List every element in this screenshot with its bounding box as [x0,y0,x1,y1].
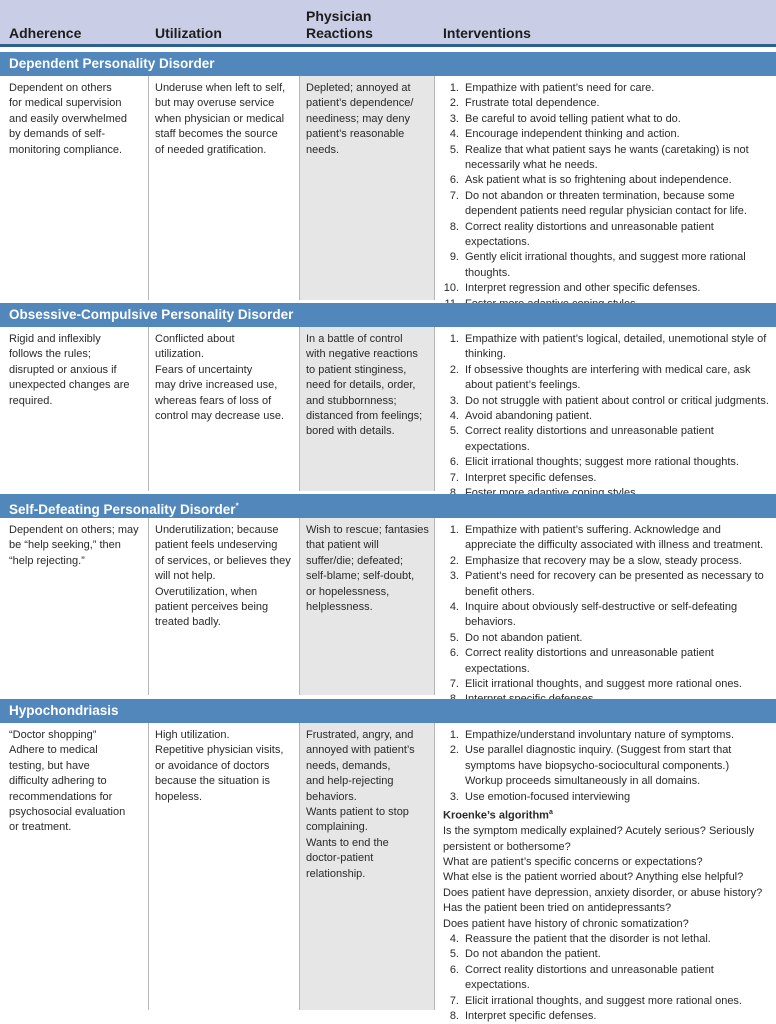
item-number: 10. [443,282,459,295]
text-line: Frustrated, angry, and [306,729,414,741]
text-line: “Doctor shopping” [9,729,97,741]
item-text-line: Avoid abandoning patient. [465,410,593,423]
item-text-line: Realize that what patient says he wants (caretaking) is not [465,143,749,156]
text-line: when physician or medical [155,112,285,125]
header-physician-line2: Reactions [306,25,373,41]
item-number: 6. [449,174,459,187]
item-text-line: Do not abandon patient. [465,631,583,644]
list-item [443,646,772,677]
cell-text [300,723,434,882]
section-title: Obsessive-Compulsive Personality Disorder [9,307,294,322]
header-physician-reactions [306,8,373,42]
list-item [443,409,772,424]
item-number: 3. [449,394,459,407]
item-text-line: Interpret specific defenses. [465,471,597,484]
item-number: 1. [449,524,459,536]
text-line: Fears of uncertainty [155,363,253,376]
text-line: staff becomes the source [155,128,278,141]
list-item [443,96,772,111]
list-item [443,250,772,281]
text-line: whereas fears of loss of [155,394,272,407]
cell-text [0,76,148,158]
item-text-line: Ask patient what is so frightening about independence. [465,174,732,187]
item-number: 6. [449,456,459,469]
kroenke-questions [443,824,772,932]
item-number: 7. [449,471,459,484]
list-item [443,932,772,947]
item-text-line: Correct reality distortions and unreasonable patient expectations. [465,647,714,675]
item-text-line: Do not abandon or threaten termination, because some [465,189,735,202]
text-line: What are patient’s specific concerns or expectations? [443,855,703,868]
item-number: 3. [449,570,459,583]
list-item [443,963,772,994]
text-line: difficulty adhering to [9,775,107,788]
kroenke-title-text: Kroenke’s algorithm [443,809,549,822]
interventions-cell [435,723,776,1022]
section-title [0,502,239,517]
list-item [443,127,772,142]
cell-text [0,518,148,569]
cell-text [0,327,148,409]
text-line: needs, demands, [306,759,391,772]
item-text-line: Do not abandon the patient. [465,948,601,961]
list-item [443,728,772,743]
text-line: “help rejecting.” [9,554,85,567]
cell-text [149,518,299,631]
item-text-line: Patient’s need for recovery can be presented as necessary to [465,570,764,583]
item-text-line: symptoms have biopsycho-sociocultural components.) [465,759,730,772]
reactions-cell [300,723,435,1010]
reactions-cell [300,76,435,300]
text-line: will not help. [155,570,216,583]
section-title-bar [0,52,776,76]
list-item [443,143,772,174]
item-number: 1. [449,729,459,741]
text-line: Repetitive physician visits, [155,744,284,757]
item-text-line: Do not struggle with patient about control or critical judgments. [465,394,769,407]
text-line: patient perceives being [155,601,269,614]
reactions-cell [300,327,435,491]
item-text-line: If obsessive thoughts are interfering with medical care, ask [465,363,751,376]
text-line: and help-rejecting [306,775,394,788]
list-item [443,173,772,188]
cell-text [300,518,434,615]
text-line: but may overuse service [155,97,275,110]
item-text-line: Correct reality distortions and unreasonable patient expectations. [465,963,714,992]
item-number: 9. [449,251,459,264]
list-item [443,1009,772,1024]
section-dependent [0,76,776,300]
text-line: with negative reactions [306,348,418,361]
interventions-list [443,81,772,312]
item-number: 8. [449,1009,459,1022]
item-text-line: thinking. [465,348,506,361]
interventions-list [443,932,772,1024]
list-item [443,600,772,631]
text-line: need for details, order, [306,379,416,392]
text-line: Underutilization; because [155,524,279,536]
text-line: and stubbornness; [306,394,397,407]
text-line: patient feels undeserving [155,539,278,552]
utilization-cell [149,723,300,1010]
item-text-line: thoughts. [465,266,511,279]
cell-text [0,723,148,836]
section-obsessive-compulsive [0,327,776,491]
interventions-list [443,332,772,501]
list-item [443,569,772,600]
item-number: 5. [449,631,459,644]
utilization-cell [149,76,300,300]
item-text-line: appreciate the difficulty associated with illness and treatment. [465,539,764,552]
item-text-line: Gently elicit irrational thoughts, and suggest more rational [465,251,746,264]
footnote-mark: a [548,809,553,817]
text-line: follows the rules; [9,348,91,361]
item-text-line: Elicit irrational thoughts, and suggest more rational ones. [465,994,742,1007]
text-line: disrupted or anxious if [9,363,117,376]
item-number: 6. [449,963,459,976]
text-line: neediness; may deny [306,112,410,125]
header-utilization: Utilization [155,25,222,41]
item-number: 4. [449,128,459,141]
interventions-list [443,523,772,723]
item-text-line: Emphasize that recovery may be a slow, steady process. [465,554,742,567]
adherence-cell [0,723,149,1010]
interventions-list [443,728,772,805]
section-title-bar [0,303,776,327]
interventions-cell [435,518,776,695]
text-line: patient’s dependence/ [306,97,414,110]
text-line: relationship. [306,867,366,880]
section-title: Hypochondriasis [9,703,119,718]
item-text-line: Empathize with patient’s logical, detailed, unemotional style of [465,333,767,345]
text-line: Rigid and inflexibly [9,333,101,345]
text-line: required. [9,394,53,407]
adherence-cell [0,76,149,300]
text-line: Does patient have history of chronic somatization? [443,917,689,930]
item-number: 7. [449,678,459,691]
text-line: In a battle of control [306,333,403,345]
item-text-line: Correct reality distortions and unreasonable patient expectations. [465,425,714,453]
cell-text [300,76,434,158]
text-line: Wants to end the [306,836,389,849]
item-text-line: Reassure the patient that the disorder is not lethal. [465,932,711,945]
item-number: 6. [449,647,459,660]
item-number: 3. [449,790,459,803]
text-line: Is the symptom medically explained? Acutely serious? Seriously [443,825,755,838]
header-interventions: Interventions [443,25,531,41]
text-line: bored with details. [306,425,395,438]
text-line: self-blame; self-doubt, [306,570,415,583]
item-text-line: Workup proceeds simultaneously in all domains. [465,775,701,788]
text-line: because the situation is [155,775,270,788]
item-number: 5. [449,143,459,156]
text-line: or treatment. [9,821,72,834]
text-line: to patient stinginess, [306,363,407,376]
item-text-line: Interpret specific defenses. [465,1009,597,1022]
text-line: Dependent on others; may [9,524,139,536]
text-line: or avoidance of doctors [155,759,270,772]
text-line: be “help seeking,” then [9,539,121,552]
text-line: and easily overwhelmed [9,112,128,125]
item-number: 2. [449,363,459,376]
list-item [443,363,772,394]
list-item [443,471,772,486]
item-number: 1. [449,82,459,94]
text-line: may drive increased use, [155,379,278,392]
list-item [443,455,772,470]
item-text-line: Encourage independent thinking and action. [465,128,680,141]
text-line: for medical supervision [9,97,122,110]
list-item [443,220,772,251]
text-line: Has the patient been tried on antidepressants? [443,902,672,915]
text-line: treated badly. [155,616,221,629]
item-text-line: Interpret regression and other specific defenses. [465,282,701,295]
list-item [443,994,772,1009]
item-number: 7. [449,189,459,202]
header-adherence: Adherence [9,25,82,41]
list-item [443,112,772,127]
section-title-bar [0,699,776,723]
list-item [443,677,772,692]
item-text-line: Use parallel diagnostic inquiry. (Suggest from start that [465,744,732,757]
text-line: utilization. [155,348,204,361]
kroenke-title [443,805,772,824]
section-title: Dependent Personality Disorder [9,56,215,71]
header-physician-line1: Physician [306,8,372,24]
text-line: recommendations for [9,790,113,803]
item-text-line: Empathize with patient’s suffering. Acknowledge and [465,524,721,536]
text-line: High utilization. [155,729,230,741]
cell-text [149,723,299,805]
item-text-line: Empathize with patient’s need for care. [465,82,655,94]
text-line: complaining. [306,821,368,834]
item-number: 5. [449,948,459,961]
list-item [443,631,772,646]
item-number: 2. [449,97,459,110]
text-line: Underuse when left to self, [155,82,286,94]
text-line: Adhere to medical [9,744,98,757]
utilization-cell [149,518,300,695]
item-number: 2. [449,744,459,757]
adherence-cell [0,518,149,695]
list-item [443,281,772,296]
item-text-line: about patient’s feelings. [465,379,581,392]
text-line: persistent or bothersome? [443,840,571,853]
text-line: of services, or believes they [155,554,291,567]
cell-text [300,327,434,440]
item-number: 1. [449,333,459,345]
section-title-text: Self-Defeating Personality Disorder [9,501,236,517]
text-line: needs. [306,143,340,156]
text-line: What else is the patient worried about? Anything else helpful? [443,871,744,884]
list-item [443,394,772,409]
footnote-mark: * [235,501,239,510]
list-item [443,189,772,220]
cell-text [149,76,299,158]
section-hypochondriasis [0,723,776,1022]
list-item [443,81,772,96]
item-number: 3. [449,112,459,125]
text-line: distanced from feelings; [306,410,423,423]
item-text-line: necessarily what he needs. [465,159,598,172]
text-line: Conflicted about [155,333,235,345]
interventions-cell [435,327,776,491]
item-number: 7. [449,994,459,1007]
item-number: 8. [449,220,459,233]
item-number: 4. [449,932,459,945]
item-text-line: benefit others. [465,585,535,598]
text-line: monitoring compliance. [9,143,123,156]
section-title-bar [0,494,776,518]
text-line: Overutilization, when [155,585,258,598]
list-item [443,332,772,363]
item-text-line: Elicit irrational thoughts; suggest more rational thoughts. [465,456,739,469]
text-line: or hopelessness, [306,585,390,598]
item-number: 5. [449,425,459,438]
reactions-cell [300,518,435,695]
text-line: Wish to rescue; fantasies [306,524,429,536]
item-text-line: Be careful to avoid telling patient what to do. [465,112,681,125]
list-item [443,523,772,554]
list-item [443,554,772,569]
item-text-line: Elicit irrational thoughts, and suggest more rational ones. [465,678,742,691]
text-line: that patient will [306,539,379,552]
table-header [0,0,776,47]
text-line: helplessness. [306,601,373,614]
text-line: by demands of self- [9,128,105,141]
text-line: control may decrease use. [155,410,285,423]
item-number: 2. [449,554,459,567]
section-self-defeating [0,518,776,695]
item-text-line: dependent patients need regular physician contact for life. [465,205,747,218]
item-text-line: Use emotion-focused interviewing [465,790,631,803]
item-number: 4. [449,410,459,423]
text-line: doctor-patient [306,852,374,865]
cell-text [149,327,299,424]
adherence-cell [0,327,149,491]
item-text-line: Frustrate total dependence. [465,97,600,110]
text-line: hopeless. [155,790,203,803]
text-line: Wants patient to stop [306,806,409,819]
text-line: Does patient have depression, anxiety disorder, or abuse history? [443,886,763,899]
item-text-line: Empathize/understand involuntary nature of symptoms. [465,729,735,741]
text-line: annoyed with patient’s [306,744,415,757]
list-item [443,947,772,962]
text-line: suffer/die; defeated; [306,554,404,567]
item-text-line: Inquire about obviously self-destructive or self-defeating behaviors. [465,601,738,629]
text-line: psychosocial evaluation [9,806,126,819]
text-line: Depleted; annoyed at [306,82,411,94]
text-line: unexpected changes are [9,379,130,392]
list-item [443,424,772,455]
item-number: 4. [449,601,459,614]
list-item [443,743,772,789]
text-line: Dependent on others [9,82,112,94]
list-item [443,790,772,805]
interventions-cell [435,76,776,300]
utilization-cell [149,327,300,491]
text-line: behaviors. [306,790,357,803]
text-line: of needed gratification. [155,143,267,156]
text-line: testing, but have [9,759,90,772]
item-text-line: Correct reality distortions and unreasonable patient expectations. [465,220,714,249]
text-line: patient’s reasonable [306,128,405,141]
